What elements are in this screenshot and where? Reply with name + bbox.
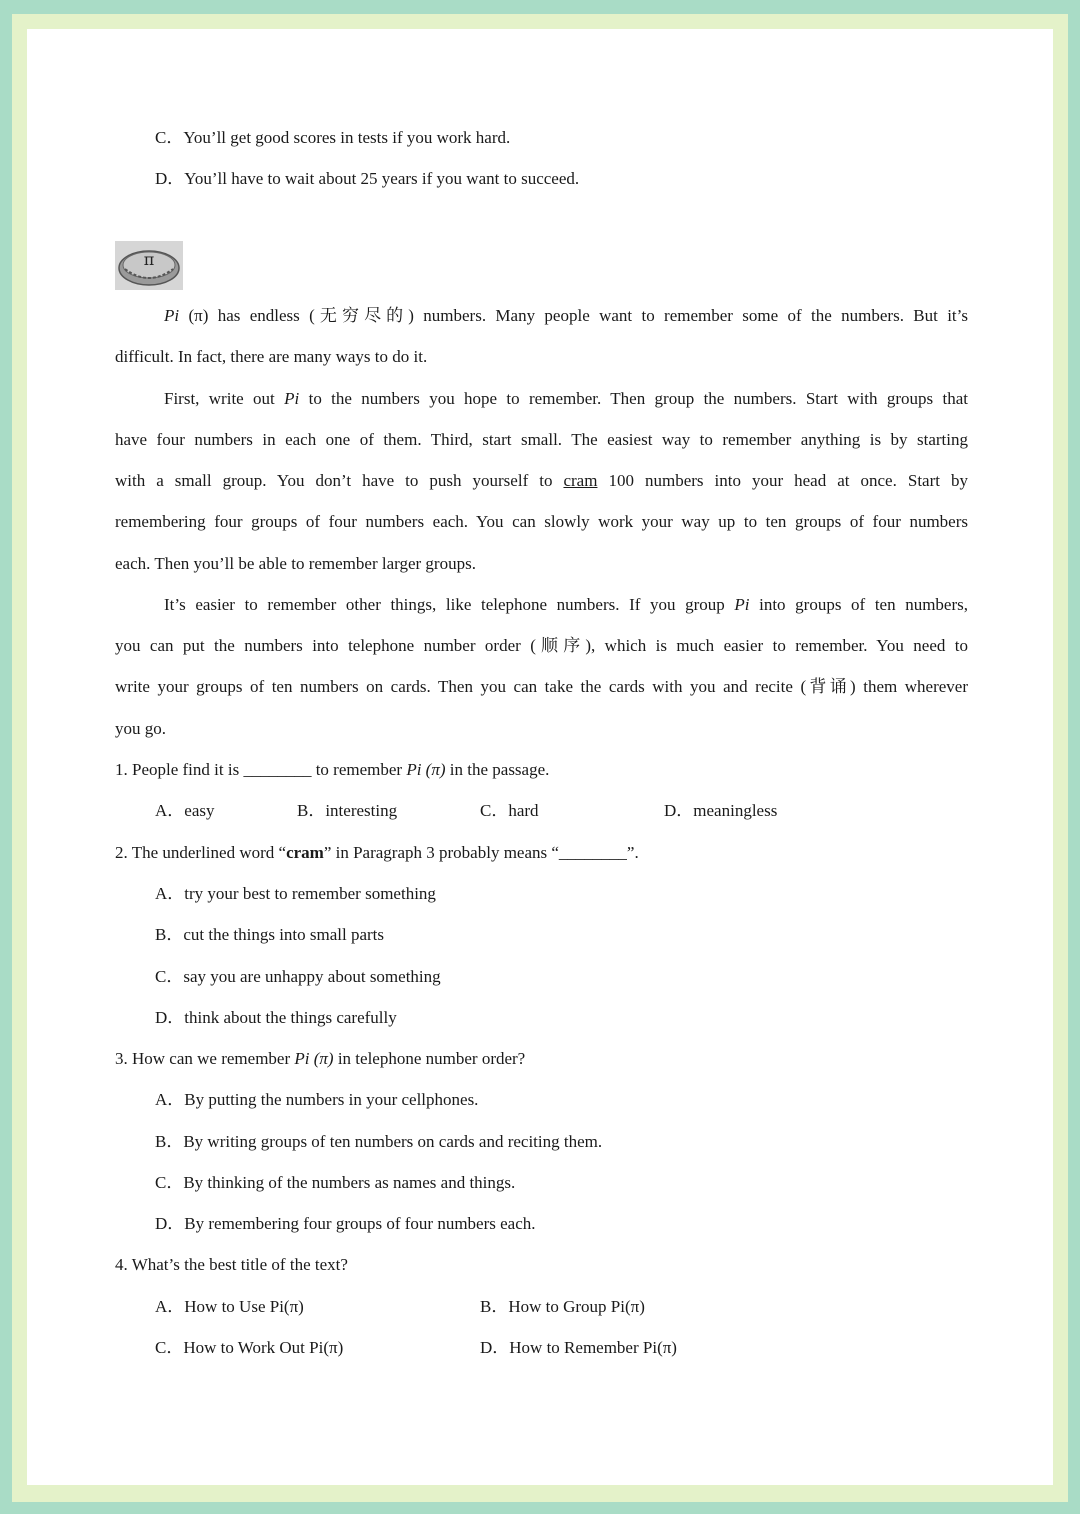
question-3-stem: 3. How can we remember Pi (π) in telephone number order? <box>115 1049 526 1068</box>
q1-option-a[interactable]: A．easy <box>155 801 215 820</box>
p1-line2: difficult. In fact, there are many ways to do it. <box>115 347 428 366</box>
pi-pie-icon <box>115 241 183 290</box>
q3-option-c[interactable]: C．By thinking of the numbers as names and things. <box>155 1173 516 1192</box>
q2-option-d[interactable]: D．think about the things carefully <box>155 1008 397 1027</box>
p2-line2: have four numbers in each one of them. Third, start small. The easiest way to remember anything is by starting <box>115 430 968 449</box>
p3-line2: you can put the numbers into telephone number order (顺序), which is much easier to remember. You need to <box>115 636 968 655</box>
q3-option-b[interactable]: B．By writing groups of ten numbers on cards and reciting them. <box>155 1132 603 1151</box>
pie-symbol: π <box>143 250 155 269</box>
q4-option-b[interactable]: B．How to Group Pi(π) <box>480 1297 645 1316</box>
prev-option-c: C．You’ll get good scores in tests if you work hard. <box>155 128 511 147</box>
q2-option-c[interactable]: C．say you are unhappy about something <box>155 967 441 986</box>
pi-term: Pi <box>284 389 300 408</box>
p3-line4: you go. <box>115 719 166 738</box>
pi-term: Pi <box>734 595 750 614</box>
q3-option-d[interactable]: D．By remembering four groups of four numbers each. <box>155 1214 536 1233</box>
worksheet-page <box>27 29 1053 1485</box>
prev-option-d: D．You’ll have to wait about 25 years if you want to succeed. <box>155 169 580 188</box>
pi-term: Pi <box>164 306 180 325</box>
p2-line5: each. Then you’ll be able to remember larger groups. <box>115 554 476 573</box>
question-4-stem: 4. What’s the best title of the text? <box>115 1255 348 1274</box>
p1-line1: Pi (π) has endless (无穷尽的) numbers. Many people want to remember some of the numbers. But it’s <box>164 306 968 325</box>
q1-option-d[interactable]: D．meaningless <box>664 801 778 820</box>
q4-option-c[interactable]: C．How to Work Out Pi(π) <box>155 1338 344 1357</box>
question-1-stem: 1. People find it is ________ to remember Pi (π) in the passage. <box>115 760 550 779</box>
q4-option-d[interactable]: D．How to Remember Pi(π) <box>480 1338 677 1357</box>
q1-option-c[interactable]: C．hard <box>480 801 539 820</box>
pi-pie-image <box>115 241 183 290</box>
q3-option-a[interactable]: A．By putting the numbers in your cellphones. <box>155 1090 479 1109</box>
p2-line4: remembering four groups of four numbers each. You can slowly work your way up to ten groups of four numbers <box>115 512 968 531</box>
p3-line1: It’s easier to remember other things, like telephone numbers. If you group Pi into groups of ten numbers, <box>164 595 968 614</box>
p2-line1: First, write out Pi to the numbers you hope to remember. Then group the numbers. Start with groups that <box>164 389 968 408</box>
question-2-stem: 2. The underlined word “cram” in Paragraph 3 probably means “________”. <box>115 843 639 862</box>
p3-line3: write your groups of ten numbers on cards. Then you can take the cards with you and recite (背诵) them wherever <box>115 677 968 696</box>
q4-option-a[interactable]: A．How to Use Pi(π) <box>155 1297 304 1316</box>
q2-option-b[interactable]: B．cut the things into small parts <box>155 925 385 944</box>
p2-line3: with a small group. You don’t have to push yourself to cram 100 numbers into your head at once. Start by <box>115 471 968 490</box>
cram-word: cram <box>563 471 598 490</box>
q1-option-b[interactable]: B．interesting <box>297 801 398 820</box>
q2-option-a[interactable]: A．try your best to remember something <box>155 884 436 903</box>
